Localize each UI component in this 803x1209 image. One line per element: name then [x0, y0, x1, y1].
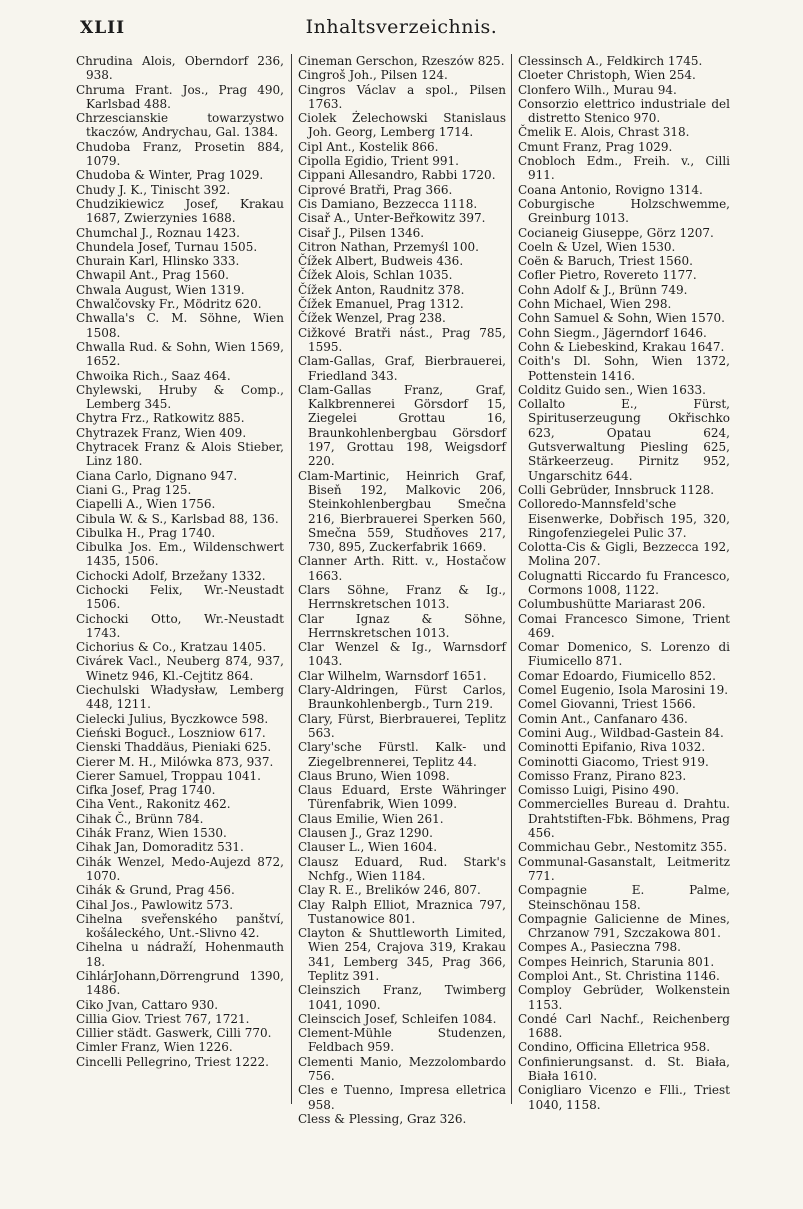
index-entry: Chytra Frz., Ratkowitz 885.	[76, 411, 245, 426]
index-entry: Clam-Gallas Franz, Graf, Kalkbrennerei Görsdorf 15, Ziegelei Grottau 16, Braunkohlenbergbau Görsdorf 197, Grottau 198, Weigsdorf 220.	[298, 382, 506, 469]
index-entry: Colli Gebrüder, Innsbruck 1128.	[518, 482, 715, 497]
index-entry: Cihelna sveřenského panštví, košáleckého, Unt.-Slivno 42.	[76, 911, 284, 941]
index-column-2	[298, 54, 506, 1179]
index-entry: Claus Bruno, Wien 1098.	[298, 768, 450, 783]
index-entry: Citron Nathan, Przemyśl 100.	[298, 239, 479, 254]
index-entry: Cihák Wenzel, Medo-Aujezd 872, 1070.	[76, 854, 284, 883]
index-entry: Ciani G., Prag 125.	[76, 482, 192, 497]
index-entry: Chumchal J., Roznau 1423.	[76, 225, 240, 240]
index-entry: Cineman Gerschon, Rzeszów 825.	[298, 54, 505, 68]
index-entry: Chudy J. K., Tinischt 392.	[76, 182, 231, 197]
index-entry: Chudzikiewicz Josef, Krakau 1687, Zwierzynies 1688.	[76, 196, 284, 226]
index-entry: Coana Antonio, Rovigno 1314.	[518, 182, 703, 197]
index-entry: Cnobloch Edm., Freih. v., Cilli 911.	[518, 154, 730, 183]
index-entry: Chwalla's C. M. Söhne, Wien 1508.	[76, 311, 284, 340]
index-entry: Clay Ralph Elliot, Mraznica 797, Tustanowice 801.	[298, 897, 506, 926]
index-entry: Cibulka Jos. Em., Wildenschwert 1435, 1506.	[76, 540, 284, 569]
index-entry: Comisso Franz, Pirano 823.	[518, 768, 687, 783]
index-entry: Cohn Michael, Wien 298.	[518, 297, 672, 312]
index-entry: Cižkové Bratři nást., Prag 785, 1595.	[298, 325, 506, 354]
column-divider	[511, 54, 512, 1104]
index-entry: Clausen J., Graz 1290.	[298, 826, 433, 841]
index-entry: Čmelik E. Alois, Chrast 318.	[518, 125, 690, 140]
index-entry: Cihal Jos., Pawlowitz 573.	[76, 897, 234, 912]
index-entry: Coeln & Uzel, Wien 1530.	[518, 239, 676, 254]
index-entry: Chwoika Rich., Saaz 464.	[76, 368, 231, 383]
index-entry: Clar Wenzel & Ig., Warnsdorf 1043.	[298, 640, 506, 669]
index-entry: Chundela Josef, Turnau 1505.	[76, 239, 258, 254]
index-entry: Confinierungsanst. d. St. Biała, Biała 1610.	[518, 1054, 730, 1084]
index-entry: Comar Edoardo, Fiumicello 852.	[518, 668, 716, 683]
index-entry: Comploi Ant., St. Christina 1146.	[518, 969, 720, 983]
index-entry: Clement-Mühle Studenzen, Feldbach 959.	[298, 1026, 506, 1055]
page-number: XLII	[80, 18, 126, 38]
index-entry: Cofler Pietro, Rovereto 1177.	[518, 268, 697, 283]
index-entry: Čížek Albert, Budweis 436.	[298, 254, 464, 269]
index-entry: Cipl Ant., Kostelik 866.	[298, 139, 439, 154]
index-entry: Clary-Aldringen, Fürst Carlos, Braunkohlenbergb., Turn 219.	[298, 683, 506, 712]
index-entry: Cohn & Liebeskind, Krakau 1647.	[518, 339, 725, 354]
index-entry: Colditz Guido sen., Wien 1633.	[518, 382, 706, 397]
index-columns	[76, 54, 730, 1184]
index-entry: Cimler Franz, Wien 1226.	[76, 1040, 233, 1055]
index-entry: Ciolek Żelechowski Stanislaus Joh. Georg, Lemberg 1714.	[298, 111, 506, 140]
index-entry: Colotta-Cis & Gigli, Bezzecca 192, Molina 207.	[518, 540, 730, 569]
index-entry: Chruma Frant. Jos., Prag 490, Karlsbad 488.	[76, 82, 284, 111]
index-entry: Chrzescianskie towarzystwo tkaczów, Andrychau, Gal. 1384.	[76, 111, 284, 140]
index-entry: Cleinscich Josef, Schleifen 1084.	[298, 1011, 497, 1026]
index-entry: Cles e Tuenno, Impresa elletrica 958.	[298, 1083, 506, 1112]
index-entry: Cisař A., Unter-Beřkowitz 397.	[298, 211, 486, 226]
index-entry: Comai Francesco Simone, Trient 469.	[518, 611, 730, 640]
index-entry: Cohn Samuel & Sohn, Wien 1570.	[518, 311, 725, 326]
index-entry: Čížek Alois, Schlan 1035.	[298, 268, 453, 283]
index-entry: Comel Giovanni, Triest 1566.	[518, 697, 696, 712]
index-entry: Cipolla Egidio, Trient 991.	[298, 154, 459, 169]
index-entry: Cichocki Felix, Wr.-Neustadt 1506.	[76, 582, 284, 612]
index-entry: Chytracek Franz & Alois Stieber, Linz 180.	[76, 440, 284, 469]
index-entry: Comini Aug., Wildbad-Gastein 84.	[518, 725, 724, 740]
index-entry: Cierer Samuel, Troppau 1041.	[76, 768, 261, 783]
index-entry: Cienski Thaddäus, Pieniaki 625.	[76, 740, 272, 755]
index-entry: Cleinszich Franz, Twimberg 1041, 1090.	[298, 983, 506, 1012]
index-entry: Chytrazek Franz, Wien 409.	[76, 425, 247, 440]
index-entry: Cichocki Otto, Wr.-Neustadt 1743.	[76, 611, 284, 640]
index-entry: Cierer M. H., Milówka 873, 937.	[76, 754, 274, 769]
index-entry: Comar Domenico, S. Lorenzo di Fiumicello 871.	[518, 640, 730, 669]
index-entry: Clar Wilhelm, Warnsdorf 1651.	[298, 668, 487, 683]
index-entry: Clauser L., Wien 1604.	[298, 840, 438, 855]
index-entry: Columbushütte Mariarast 206.	[518, 597, 706, 612]
index-entry: Cingros Václav a spol., Pilsen 1763.	[298, 82, 506, 111]
index-entry: Collalto E., Fürst, Spirituserzeugung Okřischko 623, Opatau 624, Gutsverwaltung Piesling 625, Stärkeerzeug. Pirnitz 952, Ungarschitz 644.	[518, 397, 730, 483]
index-entry: Clayton & Shuttleworth Limited, Wien 254, Crajova 319, Krakau 341, Lemberg 345, Prag 366, Teplitz 391.	[298, 926, 506, 983]
index-entry: Communal-Gasanstalt, Leitmeritz 771.	[518, 854, 730, 883]
index-entry: Coburgische Holzschwemme, Greinburg 1013.	[518, 196, 730, 226]
index-entry: Ciko Jvan, Cattaro 930.	[76, 997, 219, 1012]
index-entry: Comploy Gebrüder, Wolkenstein 1153.	[518, 983, 730, 1012]
index-entry: Comel Eugenio, Isola Marosini 19.	[518, 683, 729, 698]
index-entry: Condé Carl Nachf., Reichenberg 1688.	[518, 1011, 730, 1041]
index-entry: Conigliaro Vicenzo e Flli., Triest 1040, 1158.	[518, 1083, 730, 1112]
index-entry: Consorzio elettrico industriale del distretto Stenico 970.	[518, 96, 730, 126]
index-entry: Clonfero Wilh., Murau 94.	[518, 82, 677, 97]
index-entry: Chwalla Rud. & Sohn, Wien 1569, 1652.	[76, 339, 284, 369]
index-entry: Cominotti Giacomo, Triest 919.	[518, 754, 709, 769]
index-entry: Cippani Allesandro, Rabbi 1720.	[298, 168, 496, 183]
index-entry: Čížek Emanuel, Prag 1312.	[298, 297, 464, 312]
index-entry: Clam-Martinic, Heinrich Graf, Biseň 192, Malkovic 206, Steinkohlenbergbau Smečna 216, Bierbrauerei Sperken 560, Smečna 559, Studňoves 217, 730, 895, Zuckerfabrik 1669.	[298, 468, 506, 555]
index-entry: Colloredo-Mannsfeld'sche Eisenwerke, Dobřisch 195, 320, Ringofenziegelei Pulic 37.	[518, 497, 730, 540]
index-entry: Commichau Gebr., Nestomitz 355.	[518, 840, 728, 855]
index-entry: Cifka Josef, Prag 1740.	[76, 783, 216, 798]
index-entry: Cihák Franz, Wien 1530.	[76, 826, 227, 841]
index-entry: Cichorius & Co., Kratzau 1405.	[76, 640, 267, 655]
index-entry: Clessinsch A., Feldkirch 1745.	[518, 54, 703, 68]
index-entry: Comisso Luigi, Pisino 490.	[518, 783, 680, 798]
index-entry: Chwalčovsky Fr., Mödritz 620.	[76, 297, 262, 312]
index-entry: Cibula W. & S., Karlsbad 88, 136.	[76, 511, 279, 526]
index-entry: Civárek Vacl., Neuberg 874, 937, Winetz 946, Kl.-Cejtitz 864.	[76, 654, 284, 683]
index-entry: Cloeter Christoph, Wien 254.	[518, 68, 696, 83]
index-entry: Clary'sche Fürstl. Kalk- und Ziegelbrennerei, Teplitz 44.	[298, 740, 506, 769]
index-entry: Chwapil Ant., Prag 1560.	[76, 268, 229, 283]
index-entry: Chudoba & Winter, Prag 1029.	[76, 168, 264, 183]
index-entry: Clausz Eduard, Rud. Stark's Nchfg., Wien 1184.	[298, 854, 506, 883]
index-entry: Clam-Gallas, Graf, Bierbrauerei, Friedland 343.	[298, 354, 506, 383]
index-entry: Cmunt Franz, Prag 1029.	[518, 139, 673, 154]
index-entry: Cless & Plessing, Graz 326.	[298, 1111, 467, 1126]
index-entry: Claus Eduard, Erste Währinger Türenfabrik, Wien 1099.	[298, 783, 506, 812]
index-entry: Clanner Arth. Ritt. v., Hostačow 1663.	[298, 554, 506, 583]
index-entry: Cihak Jan, Domoraditz 531.	[76, 840, 244, 855]
index-entry: Cielecki Julius, Byczkowce 598.	[76, 711, 269, 726]
index-entry: Churain Karl, Hlinsko 333.	[76, 254, 240, 269]
index-entry: Cohn Siegm., Jägerndorf 1646.	[518, 325, 707, 340]
index-entry: Clary, Fürst, Bierbrauerei, Teplitz 563.	[298, 711, 506, 740]
index-entry: Cihák & Grund, Prag 456.	[76, 883, 235, 898]
index-entry: Clementi Manio, Mezzolombardo 756.	[298, 1054, 506, 1084]
column-divider	[291, 54, 292, 1104]
index-entry: Ciha Vent., Rakonitz 462.	[76, 797, 231, 812]
index-entry: Commercielles Bureau d. Drahtu. Drahtstiften-Fbk. Böhmens, Prag 456.	[518, 797, 730, 841]
index-entry: Ciana Carlo, Dignano 947.	[76, 468, 238, 483]
index-entry: Cichocki Adolf, Brzežany 1332.	[76, 568, 266, 583]
index-entry: Cisař J., Pilsen 1346.	[298, 225, 425, 240]
index-entry: Chylewski, Hruby & Comp., Lemberg 345.	[76, 382, 284, 412]
index-column-3	[518, 54, 730, 1179]
index-entry: Cis Damiano, Bezzecca 1118.	[298, 196, 478, 211]
index-entry: Clars Söhne, Franz & Ig., Herrnskretschen 1013.	[298, 582, 506, 612]
index-entry: Cingroš Joh., Pilsen 124.	[298, 68, 448, 83]
index-entry: Coith's Dl. Sohn, Wien 1372, Pottenstein 1416.	[518, 354, 730, 383]
index-entry: Clar Ignaz & Söhne, Herrnskretschen 1013.	[298, 611, 506, 640]
index-entry: Chrudina Alois, Oberndorf 236, 938.	[76, 54, 284, 83]
index-entry: Condino, Officina Elletrica 958.	[518, 1040, 711, 1055]
index-entry: Chwala August, Wien 1319.	[76, 282, 245, 297]
index-entry: Compagnie Galicienne de Mines, Chrzanow 791, Szczakowa 801.	[518, 911, 730, 941]
index-entry: Coën & Baruch, Triest 1560.	[518, 254, 693, 269]
index-entry: Chudoba Franz, Prosetin 884, 1079.	[76, 139, 284, 169]
index-column-1	[76, 54, 284, 1179]
index-entry: Čížek Wenzel, Prag 238.	[298, 311, 446, 326]
index-entry: Cihelna u nádraží, Hohenmauth 18.	[76, 940, 284, 969]
index-entry: Compes Heinrich, Starunia 801.	[518, 954, 715, 969]
index-entry: Comin Ant., Canfanaro 436.	[518, 711, 688, 726]
index-entry: Ciprové Bratři, Prag 366.	[298, 182, 453, 197]
index-entry: Cominotti Epifanio, Riva 1032.	[518, 740, 706, 755]
index-entry: Clay R. E., Brelików 246, 807.	[298, 883, 481, 898]
index-entry: Cibulka H., Prag 1740.	[76, 525, 216, 540]
index-entry: CihlárJohann,Dörrengrund 1390, 1486.	[76, 969, 284, 998]
index-entry: Cihak Č., Brünn 784.	[76, 811, 204, 826]
index-entry: Cincelli Pellegrino, Triest 1222.	[76, 1054, 269, 1069]
index-entry: Cillia Giov. Triest 767, 1721.	[76, 1011, 250, 1026]
index-entry: Claus Emilie, Wien 261.	[298, 811, 444, 826]
page-title: Inhaltsverzeichnis.	[305, 16, 498, 38]
index-entry: Compagnie E. Palme, Steinschönau 158.	[518, 883, 730, 912]
index-entry: Ciapelli A., Wien 1756.	[76, 497, 216, 512]
index-entry: Colugnatti Riccardo fu Francesco, Cormons 1008, 1122.	[518, 568, 730, 597]
index-entry: Compes A., Pasieczna 798.	[518, 940, 681, 955]
index-entry: Cillier städt. Gaswerk, Cilli 770.	[76, 1026, 272, 1041]
index-entry: Cocianeig Giuseppe, Görz 1207.	[518, 225, 714, 240]
index-entry: Čížek Anton, Raudnitz 378.	[298, 282, 465, 297]
index-entry: Cohn Adolf & J., Brünn 749.	[518, 282, 688, 297]
index-entry: Cieński Boguсł., Loszniow 617.	[76, 725, 266, 740]
index-entry: Ciechulski Władysław, Lemberg 448, 1211.	[76, 683, 284, 712]
